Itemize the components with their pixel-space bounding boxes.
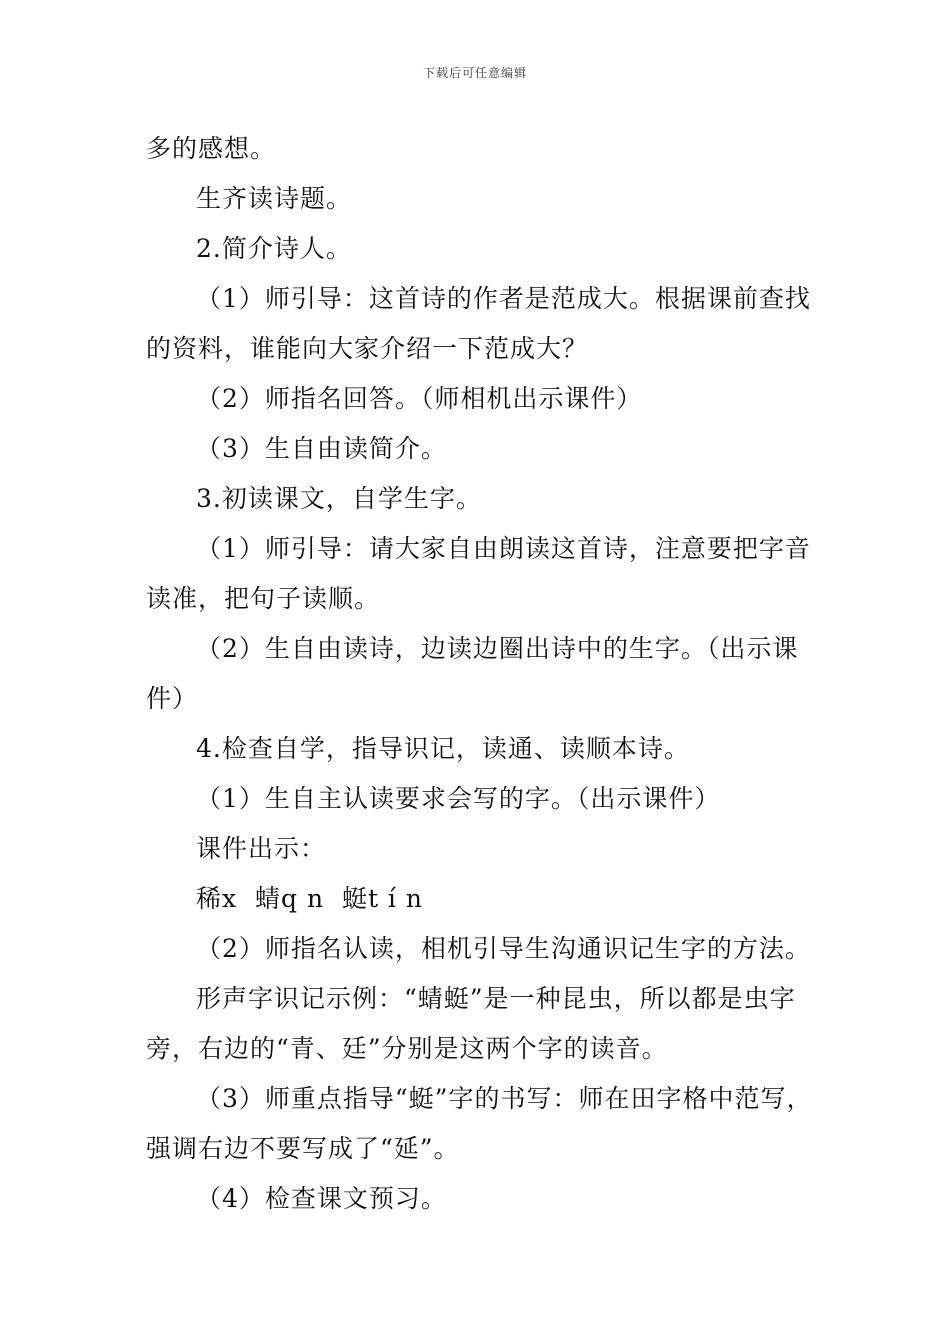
- paragraph: （4）检查课文预习。: [196, 1184, 447, 1213]
- paragraph: （1）生自主认读要求会写的字。（出示课件）: [196, 784, 721, 813]
- paragraph: （1）师引导：这首诗的作者是范成大。根据课前查找的资料，谁能向大家介绍一下范成大？: [146, 284, 811, 363]
- paragraph: （3）师重点指导“蜓”字的书写：师在田字格中范写，强调右边不要写成了“延”。: [146, 1084, 813, 1163]
- paragraph: 生齐读诗题。: [196, 184, 353, 213]
- paragraph: 课件出示：: [196, 834, 327, 863]
- paragraph: （2）师指名认读，相机引导生沟通识记生字的方法。: [196, 934, 811, 963]
- paragraph: （2）师指名回答。（师相机出示课件）: [196, 384, 643, 413]
- page-header: 下载后可任意编辑: [422, 66, 527, 80]
- paragraph: 4.检查自学，指导识记，读通、读顺本诗。: [196, 734, 690, 763]
- paragraph: 多的感想。: [146, 134, 277, 163]
- pinyin-line: 稀x 蜻q n 蜓t í n: [196, 884, 423, 913]
- document-body: [146, 124, 826, 1224]
- paragraph: （3）生自由读简介。: [196, 434, 447, 463]
- paragraph: （1）师引导：请大家自由朗读这首诗，注意要把字音读准，把句子读顺。: [146, 534, 811, 613]
- paragraph: 2.简介诗人。: [196, 234, 352, 263]
- paragraph: 形声字识记示例：“蜻蜓”是一种昆虫，所以都是虫字旁，右边的“青、廷”分别是这两个字的读音。: [146, 984, 796, 1063]
- paragraph: 3.初读课文，自学生字。: [196, 484, 482, 513]
- paragraph: （2）生自由读诗，边读边圈出诗中的生字。（出示课件）: [146, 634, 799, 713]
